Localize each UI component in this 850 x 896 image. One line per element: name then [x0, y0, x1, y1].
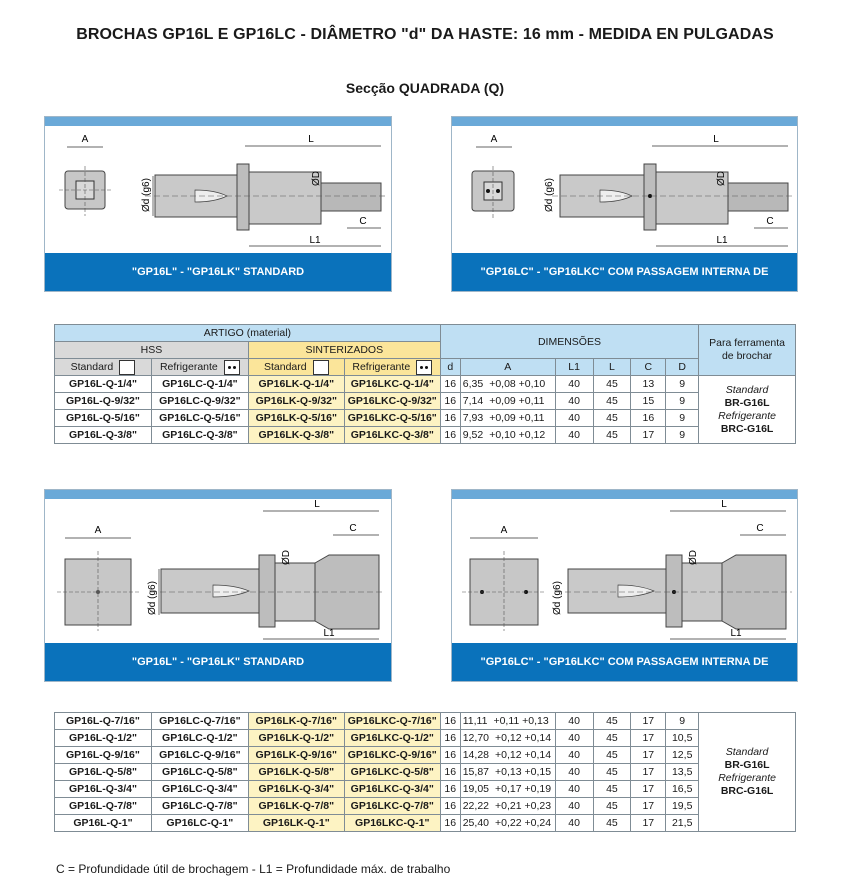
- dd-cell: 10,5: [666, 730, 699, 747]
- sin-standard-cell: GP16LK-Q-5/8": [248, 764, 344, 781]
- l-cell: 45: [593, 747, 631, 764]
- dim-od-label: ØD: [281, 550, 292, 565]
- dd-cell: 9: [666, 427, 699, 444]
- sin-standard-cell: GP16LK-Q-3/8": [248, 427, 344, 444]
- dim-c-label: C: [756, 523, 764, 534]
- a-value: 6,35: [462, 378, 484, 390]
- l1-cell: 40: [555, 747, 593, 764]
- dim-d-g6-label: Ød (g6): [141, 178, 152, 212]
- a-tolerance: +0,12 +0,14: [495, 732, 552, 744]
- square-coolant-icon: [416, 360, 432, 375]
- dim-od-label: ØD: [688, 550, 699, 565]
- hss-refrigerante-cell: GP16LC-Q-5/16": [151, 410, 248, 427]
- a-tolerance: +0,11 +0,13: [493, 715, 549, 727]
- a-tolerance: +0,22 +0,24: [495, 817, 552, 829]
- a-tolerance: +0,08 +0,10: [489, 378, 546, 390]
- standard-label: Standard: [263, 361, 307, 373]
- panel-caption: "GP16L" - "GP16LK" STANDARD: [45, 643, 391, 681]
- a-value: 25,40: [462, 817, 489, 829]
- hss-refrigerante-col: [151, 359, 248, 376]
- br-code: BR-G16L: [724, 759, 770, 771]
- ferramenta-cell: [699, 713, 796, 832]
- dim-d-g6-label: Ød (g6): [147, 581, 158, 615]
- diagram-panel-coolant-small: [451, 116, 798, 316]
- table-row: [55, 410, 796, 427]
- d-cell: 16: [440, 798, 460, 815]
- sin-standard-col: [248, 359, 344, 376]
- panel-caption: "GP16LC" - "GP16LKC" COM PASSAGEM INTERNA DE REFRIGERANTE: [452, 253, 797, 291]
- dim-a-label: A: [490, 134, 498, 145]
- table-row: [55, 427, 796, 444]
- c-cell: 17: [631, 798, 666, 815]
- table-row: [55, 815, 796, 832]
- col-a: A: [460, 359, 555, 376]
- ferramenta-header: Para ferramenta de brochar: [699, 325, 796, 376]
- a-cell: [460, 376, 555, 393]
- sin-refrigerante-cell: GP16LKC-Q-9/32": [344, 393, 440, 410]
- l1-cell: 40: [555, 798, 593, 815]
- a-cell: [460, 713, 555, 730]
- c-cell: 17: [631, 815, 666, 832]
- diagram-panel-standard-small: [44, 116, 392, 292]
- page-title: BROCHAS GP16L E GP16LC - DIÂMETRO "d" DA HASTE: 16 mm - MEDIDA EN PULGADAS: [76, 26, 774, 43]
- l1-cell: 40: [555, 427, 593, 444]
- ferramenta-cell: [699, 376, 796, 444]
- a-value: 15,87: [462, 766, 489, 778]
- sin-refrigerante-cell: GP16LKC-Q-5/16": [344, 410, 440, 427]
- sin-standard-cell: GP16LK-Q-1/4": [248, 376, 344, 393]
- d-cell: 16: [440, 376, 460, 393]
- sin-standard-cell: GP16LK-Q-7/16": [248, 713, 344, 730]
- panel-caption: "GP16L" - "GP16LK" STANDARD: [45, 253, 391, 291]
- a-cell: [460, 410, 555, 427]
- c-cell: 15: [631, 393, 666, 410]
- sin-refrigerante-cell: GP16LKC-Q-7/8": [344, 798, 440, 815]
- footer-note: C = Profundidade útil de brochagem - L1 = Profundidade máx. de trabalho: [56, 862, 451, 876]
- dim-l-label: L: [314, 499, 320, 510]
- a-tolerance: +0,17 +0,19: [495, 783, 552, 795]
- a-value: 22,22: [462, 800, 489, 812]
- hss-refrigerante-cell: GP16LC-Q-1": [151, 815, 248, 832]
- square-icon: [119, 360, 135, 375]
- table-row: [55, 798, 796, 815]
- spec-table-2: [54, 712, 796, 832]
- a-tolerance: +0,12 +0,14: [495, 749, 552, 761]
- table-row: [55, 730, 796, 747]
- a-value: 19,05: [462, 783, 489, 795]
- c-cell: 17: [631, 747, 666, 764]
- l1-cell: 40: [555, 815, 593, 832]
- dim-l-label: L: [713, 134, 719, 145]
- a-cell: [460, 747, 555, 764]
- a-cell: [460, 393, 555, 410]
- a-tolerance: +0,10 +0,12: [489, 429, 546, 441]
- dim-c-label: C: [359, 216, 367, 227]
- l-cell: 45: [593, 393, 631, 410]
- hss-standard-cell: GP16L-Q-1": [55, 815, 152, 832]
- table-row: [55, 764, 796, 781]
- dd-cell: 9: [666, 410, 699, 427]
- hss-refrigerante-cell: GP16LC-Q-9/32": [151, 393, 248, 410]
- table-row: [55, 393, 796, 410]
- sin-standard-cell: GP16LK-Q-1/2": [248, 730, 344, 747]
- table-row: [55, 747, 796, 764]
- dim-c-label: C: [349, 523, 357, 534]
- broach-diagram-large: [45, 499, 391, 645]
- hss-standard-cell: GP16L-Q-5/8": [55, 764, 152, 781]
- table-row: [55, 376, 796, 393]
- l-cell: 45: [593, 410, 631, 427]
- a-cell: [460, 730, 555, 747]
- c-cell: 17: [631, 427, 666, 444]
- d-cell: 16: [440, 764, 460, 781]
- l1-cell: 40: [555, 376, 593, 393]
- sin-standard-cell: GP16LK-Q-3/4": [248, 781, 344, 798]
- square-icon: [313, 360, 329, 375]
- refrigerante-note: Refrigerante: [718, 409, 776, 422]
- a-value: 7,14: [462, 395, 484, 407]
- dd-cell: 9: [666, 376, 699, 393]
- dim-c-label: C: [766, 216, 774, 227]
- sin-refrigerante-cell: GP16LKC-Q-7/16": [344, 713, 440, 730]
- sin-standard-cell: GP16LK-Q-9/32": [248, 393, 344, 410]
- l-cell: 45: [593, 713, 631, 730]
- a-cell: [460, 798, 555, 815]
- l-cell: 45: [593, 764, 631, 781]
- c-cell: 17: [631, 781, 666, 798]
- hss-standard-cell: GP16L-Q-7/16": [55, 713, 152, 730]
- d-cell: 16: [440, 815, 460, 832]
- d-cell: 16: [440, 393, 460, 410]
- l1-cell: 40: [555, 764, 593, 781]
- brc-code: BRC-G16L: [720, 422, 774, 435]
- refrigerante-label: Refrigerante: [159, 361, 218, 373]
- l1-cell: 40: [555, 410, 593, 427]
- hss-refrigerante-cell: GP16LC-Q-3/8": [151, 427, 248, 444]
- col-l1: L1: [555, 359, 593, 376]
- dim-l1-label: L1: [716, 235, 728, 246]
- d-cell: 16: [440, 427, 460, 444]
- dd-cell: 12,5: [666, 747, 699, 764]
- l1-cell: 40: [555, 730, 593, 747]
- dim-od-label: ØD: [716, 171, 727, 186]
- dd-cell: 19,5: [666, 798, 699, 815]
- refrigerante-label: Refrigerante: [352, 361, 411, 373]
- broach-diagram-large-coolant: [452, 499, 797, 645]
- l-cell: 45: [593, 376, 631, 393]
- dd-cell: 9: [666, 393, 699, 410]
- panel-top-bar: [45, 490, 391, 499]
- a-value: 9,52: [462, 429, 484, 441]
- dim-l1-label: L1: [309, 235, 321, 246]
- dd-cell: 16,5: [666, 781, 699, 798]
- sin-standard-cell: GP16LK-Q-1": [248, 815, 344, 832]
- diagram-panel-coolant-large: [451, 489, 798, 706]
- dim-l1-label: L1: [730, 628, 742, 639]
- a-value: 11,11: [462, 715, 488, 727]
- a-cell: [460, 764, 555, 781]
- a-cell: [460, 815, 555, 832]
- hss-standard-cell: GP16L-Q-5/16": [55, 410, 152, 427]
- l1-cell: 40: [555, 393, 593, 410]
- refrigerante-note: Refrigerante: [718, 772, 776, 784]
- l1-cell: 40: [555, 713, 593, 730]
- dd-cell: 9: [666, 713, 699, 730]
- spec-table-2-body: [55, 713, 796, 832]
- brc-code: BRC-G16L: [720, 785, 774, 797]
- hss-refrigerante-cell: GP16LC-Q-5/8": [151, 764, 248, 781]
- hss-refrigerante-cell: GP16LC-Q-7/8": [151, 798, 248, 815]
- dim-a-label: A: [94, 525, 102, 536]
- hss-refrigerante-cell: GP16LC-Q-9/16": [151, 747, 248, 764]
- sin-refrigerante-cell: GP16LKC-Q-1": [344, 815, 440, 832]
- a-value: 12,70: [462, 732, 489, 744]
- dim-l1-label: L1: [323, 628, 335, 639]
- a-cell: [460, 781, 555, 798]
- hss-standard-cell: GP16L-Q-7/8": [55, 798, 152, 815]
- table-row: [55, 781, 796, 798]
- hss-refrigerante-cell: GP16LC-Q-1/4": [151, 376, 248, 393]
- dd-cell: 21,5: [666, 815, 699, 832]
- sin-refrigerante-cell: GP16LKC-Q-9/16": [344, 747, 440, 764]
- d-cell: 16: [440, 747, 460, 764]
- hss-standard-cell: GP16L-Q-3/8": [55, 427, 152, 444]
- hss-standard-cell: GP16L-Q-1/4": [55, 376, 152, 393]
- panel-top-bar: [45, 117, 391, 126]
- a-value: 7,93: [462, 412, 484, 424]
- spec-table-1: [54, 324, 796, 444]
- dim-a-label: A: [81, 134, 89, 145]
- sin-standard-cell: GP16LK-Q-7/8": [248, 798, 344, 815]
- col-l: L: [593, 359, 631, 376]
- broach-diagram-small-coolant: [452, 126, 797, 254]
- panel-top-bar: [452, 117, 797, 126]
- dim-l-label: L: [308, 134, 314, 145]
- c-cell: 17: [631, 764, 666, 781]
- hss-standard-col: [55, 359, 152, 376]
- a-tolerance: +0,09 +0,11: [489, 412, 545, 424]
- sin-refrigerante-cell: GP16LKC-Q-3/8": [344, 427, 440, 444]
- dim-od-label: ØD: [311, 171, 322, 186]
- c-cell: 17: [631, 730, 666, 747]
- sin-refrigerante-cell: GP16LKC-Q-1/2": [344, 730, 440, 747]
- hss-standard-cell: GP16L-Q-9/16": [55, 747, 152, 764]
- panel-top-bar: [452, 490, 797, 499]
- a-tolerance: +0,13 +0,15: [495, 766, 552, 778]
- c-cell: 17: [631, 713, 666, 730]
- dim-l-label: L: [721, 499, 727, 510]
- sin-refrigerante-cell: GP16LKC-Q-3/4": [344, 781, 440, 798]
- sin-standard-cell: GP16LK-Q-9/16": [248, 747, 344, 764]
- section-subtitle: Secção QUADRADA (Q): [345, 80, 505, 96]
- br-code: BR-G16L: [724, 396, 770, 409]
- l1-cell: 40: [555, 781, 593, 798]
- col-c: C: [631, 359, 666, 376]
- sin-refrigerante-col: [344, 359, 440, 376]
- table-row: [55, 713, 796, 730]
- l-cell: 45: [593, 730, 631, 747]
- hss-standard-cell: GP16L-Q-1/2": [55, 730, 152, 747]
- hss-standard-cell: GP16L-Q-3/4": [55, 781, 152, 798]
- sin-standard-cell: GP16LK-Q-5/16": [248, 410, 344, 427]
- a-tolerance: +0,09 +0,11: [489, 395, 545, 407]
- col-dd: D: [666, 359, 699, 376]
- l-cell: 45: [593, 781, 631, 798]
- standard-note: Standard: [725, 746, 769, 758]
- broach-diagram-small: [45, 126, 391, 254]
- sin-refrigerante-cell: GP16LKC-Q-1/4": [344, 376, 440, 393]
- hss-refrigerante-cell: GP16LC-Q-3/4": [151, 781, 248, 798]
- dim-d-g6-label: Ød (g6): [552, 581, 563, 615]
- dd-cell: 13,5: [666, 764, 699, 781]
- panel-caption: "GP16LC" - "GP16LKC" COM PASSAGEM INTERNA DE REFRIGERANTE: [452, 643, 797, 681]
- a-cell: [460, 427, 555, 444]
- c-cell: 13: [631, 376, 666, 393]
- standard-label: Standard: [70, 361, 114, 373]
- square-coolant-icon: [224, 360, 240, 375]
- sin-refrigerante-cell: GP16LKC-Q-5/8": [344, 764, 440, 781]
- l-cell: 45: [593, 798, 631, 815]
- d-cell: 16: [440, 730, 460, 747]
- sinterizados-header: SINTERIZADOS: [248, 342, 440, 359]
- a-value: 14,28: [462, 749, 489, 761]
- hss-refrigerante-cell: GP16LC-Q-1/2": [151, 730, 248, 747]
- c-cell: 16: [631, 410, 666, 427]
- hss-refrigerante-cell: GP16LC-Q-7/16": [151, 713, 248, 730]
- standard-note: Standard: [725, 383, 769, 396]
- l-cell: 45: [593, 427, 631, 444]
- a-tolerance: +0,21 +0,23: [495, 800, 552, 812]
- spec-table-1-body: [55, 376, 796, 444]
- d-cell: 16: [440, 410, 460, 427]
- diagram-panel-standard-large: [44, 489, 392, 682]
- hss-standard-cell: GP16L-Q-9/32": [55, 393, 152, 410]
- d-cell: 16: [440, 781, 460, 798]
- hss-header: HSS: [55, 342, 249, 359]
- l-cell: 45: [593, 815, 631, 832]
- dimensoes-header: DIMENSÕES: [440, 325, 698, 359]
- dim-d-g6-label: Ød (g6): [544, 178, 555, 212]
- dim-a-label: A: [500, 525, 508, 536]
- artigo-header: ARTIGO (material): [55, 325, 441, 342]
- col-d: d: [440, 359, 460, 376]
- d-cell: 16: [440, 713, 460, 730]
